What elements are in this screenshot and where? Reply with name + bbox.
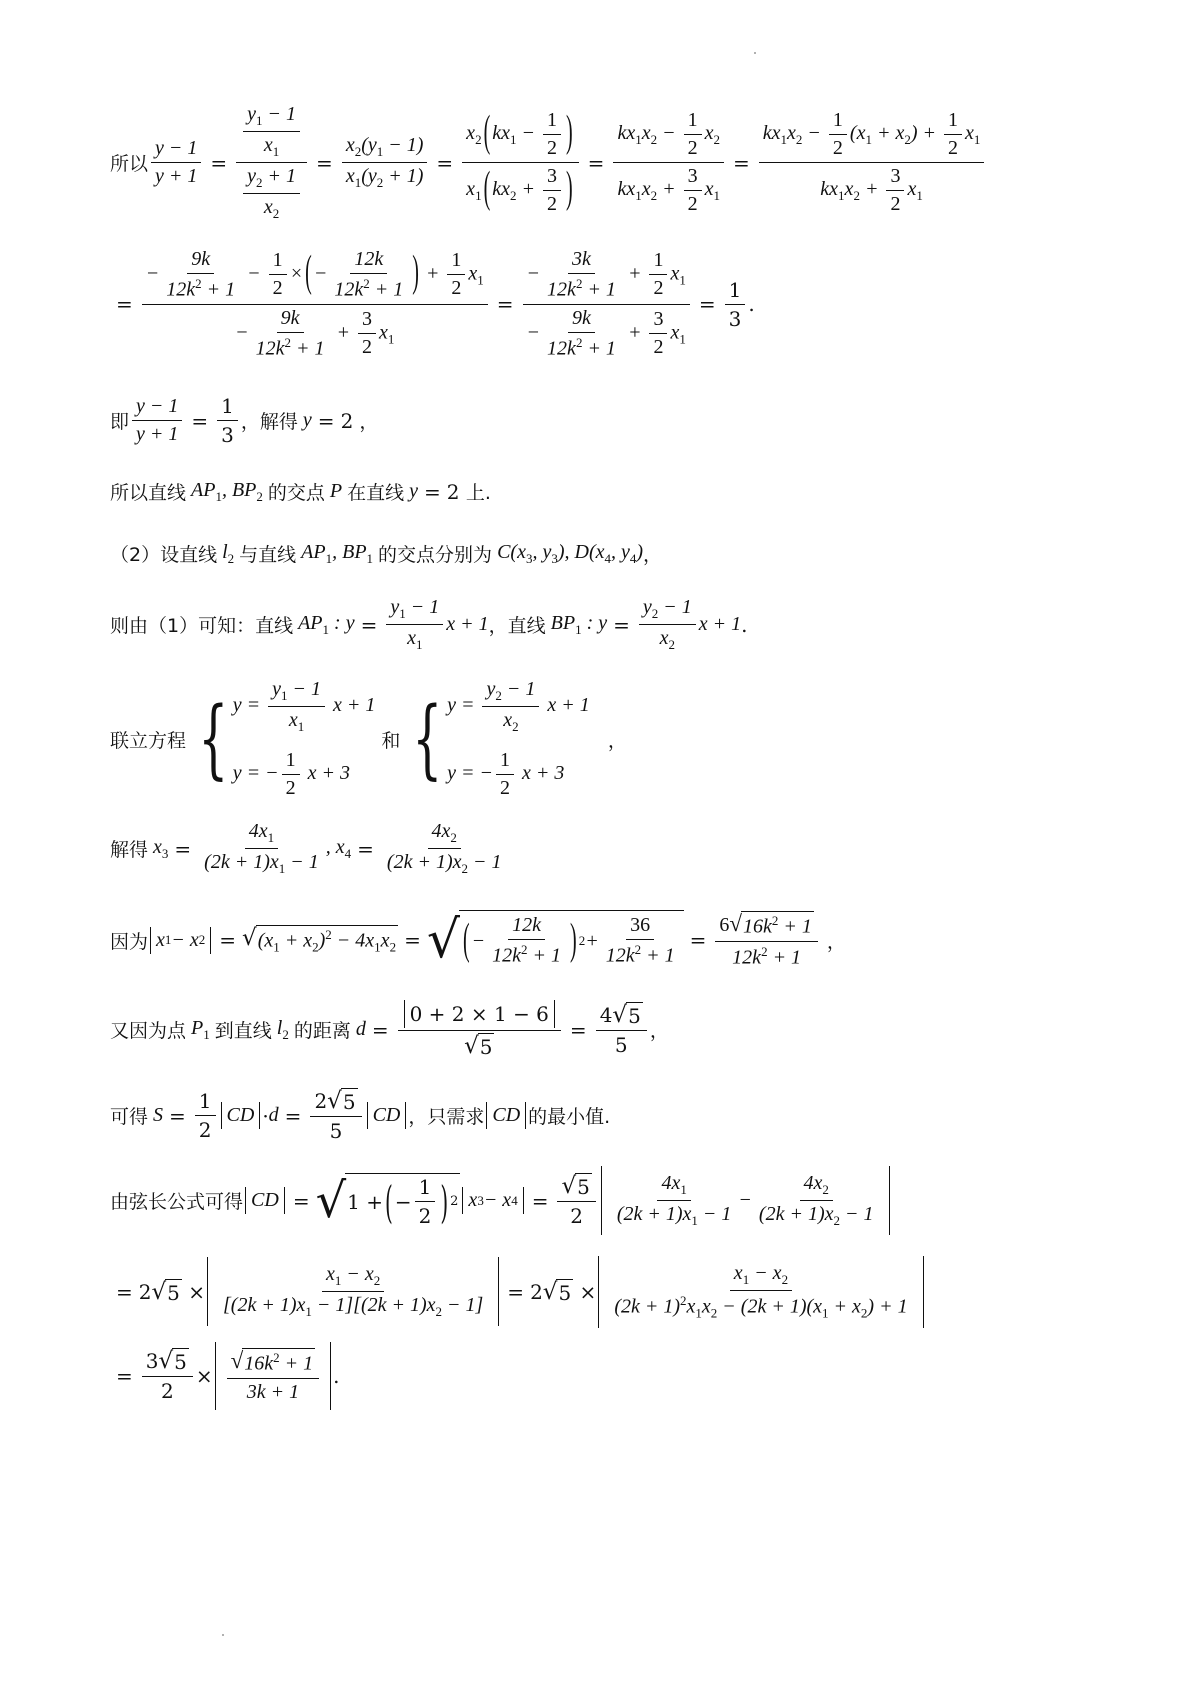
- equation-line-13: = 2 √ 5 × $\frac{x_1 - x_2}{[(2k + 1)x_1 - 1][(2k + 1)x_2 - 1]}$ = 2 √ 5 × $\frac{x_1 - x_2}{(2k + 1)^2x_1x_2 - (2k + 1)(x_1 + x_2) + 1}$: [110, 1256, 926, 1328]
- text-line-4: 所以直线 $AP_1$, $BP_2$ 的交点 P 在直线 y = 2 上.: [110, 478, 491, 504]
- equation-line-12: 由弦长公式可得 CD = √ 1 + ( − $\frac{1}{2}$ ) 2 x 3 − x 4 = √ 5 2 $\frac{4x_1}{(2k + 1)x_1 - 1}$ − $\frac{4x_2}{(2k + 1)x_2 - 1}$: [110, 1166, 892, 1235]
- equation-line-9: 因为 x 1 − x 2 = √ $(x_1 + x_2)^2 - 4x_1x_2$ = √ ( − $\frac{12k}{12k^2 + 1}$ ) 2 + $\frac{36}{12k^2 + 1}$ = 6 √ $16k^2 + 1$ $12k^2 + 1$ ，: [110, 910, 846, 970]
- text-jiede: ，解得: [240, 411, 298, 433]
- equation-line-1: 所以 $\frac{y - 1}{y + 1}$ = $\frac{\frac{y_1 - 1}{x_1}}{\frac{y_2 + 1}{x_2}}$ = $\frac{x_2(y_1 - 1)}{x_1(y_2 + 1)}$ = $x_2$ ( $kx_1$ − $\frac{1}{2}$ ) $x_1$ ( $kx_2$ + $\frac{3}{2}$ ) = $kx_1x_2$ − $\frac{1}{2}$ $x_2$ $kx_1x_2$ + $\frac{3}{2}$ $x_1$ = $kx_1x_2$ − $\frac{1}{2}$ $(x_1 + x_2)$ + $\frac{1}{2}$ $x_1$ $kx_1x_2$ + $\frac{3}{2}$ $x_1$: [110, 103, 987, 222]
- equation-line-8: 解得 $x_3$ = $\frac{4x_1}{(2k + 1)x_1 - 1}$ , $x_4$ = $\frac{4x_2}{(2k + 1)x_2 - 1}$: [110, 820, 502, 876]
- equation-system-line: 联立方程 { y = $\frac{y_1 - 1}{x_1}$ x + 1 y = − $\frac{1}{2}$ x + 3 和 { y = $\frac{y_2 - 1}{x_2}$ x + 1 y = − $\frac{1}{2}$ x + 3 ，: [110, 678, 627, 799]
- equation-line-14: = 3 √ 5 2 × √ $16k^2 + 1$ 3k + 1 .: [110, 1342, 340, 1410]
- equation-line-3: 即 $\frac{y - 1}{y + 1}$ = $\frac{1}{3}$ ，解得 y = 2 ，: [110, 394, 379, 447]
- text-line-6: 则由（1）可知：直线 $AP_1$ : y = $\frac{y_1 - 1}{x_1}$ x + 1 ，直线 $BP_1$ : y = $\frac{y_2 - 1}{x_2}$ x + 1 .: [110, 596, 748, 652]
- equation-line-2: = − $\frac{9k}{12k^2 + 1}$ − $\frac{1}{2}$ × ( − $\frac{12k}{12k^2 + 1}$ ) + $\frac{1}{2}$ $x_1$ − $\frac{9k}{12k^2 + 1}$ + $\frac{3}{2}$ $x_1$ = − $\frac{3k}{12k^2 + 1}$ + $\frac{1}{2}$ $x_1$ − $\frac{9k}{12k^2 + 1}$ + $\frac{3}{2}$ $x_1$ = $\frac{1}{3}$ .: [116, 248, 755, 360]
- text-ji: 即: [110, 411, 130, 433]
- scan-dot: [222, 1634, 224, 1636]
- scan-dot: [754, 52, 756, 54]
- text-line-5: （2）设直线 $l_2$ 与直线 $AP_1$, $BP_1$ 的交点分别为 $C(x_3$, $y_3$), $D(x_4$, $y_4$) ，: [110, 540, 663, 566]
- equation-line-11: 可得 S = $\frac{1}{2}$ CD · d = 2 √ 5 5 CD ，只需求 CD 的最小值.: [110, 1088, 611, 1143]
- text-suoyi: 所以: [110, 153, 149, 175]
- equation-line-10: 又因为点 $P_1$ 到直线 $l_2$ 的距离 d = 0 + 2 × 1 − 6 √ 5 = 4 √ 5 5 ，: [110, 1002, 669, 1059]
